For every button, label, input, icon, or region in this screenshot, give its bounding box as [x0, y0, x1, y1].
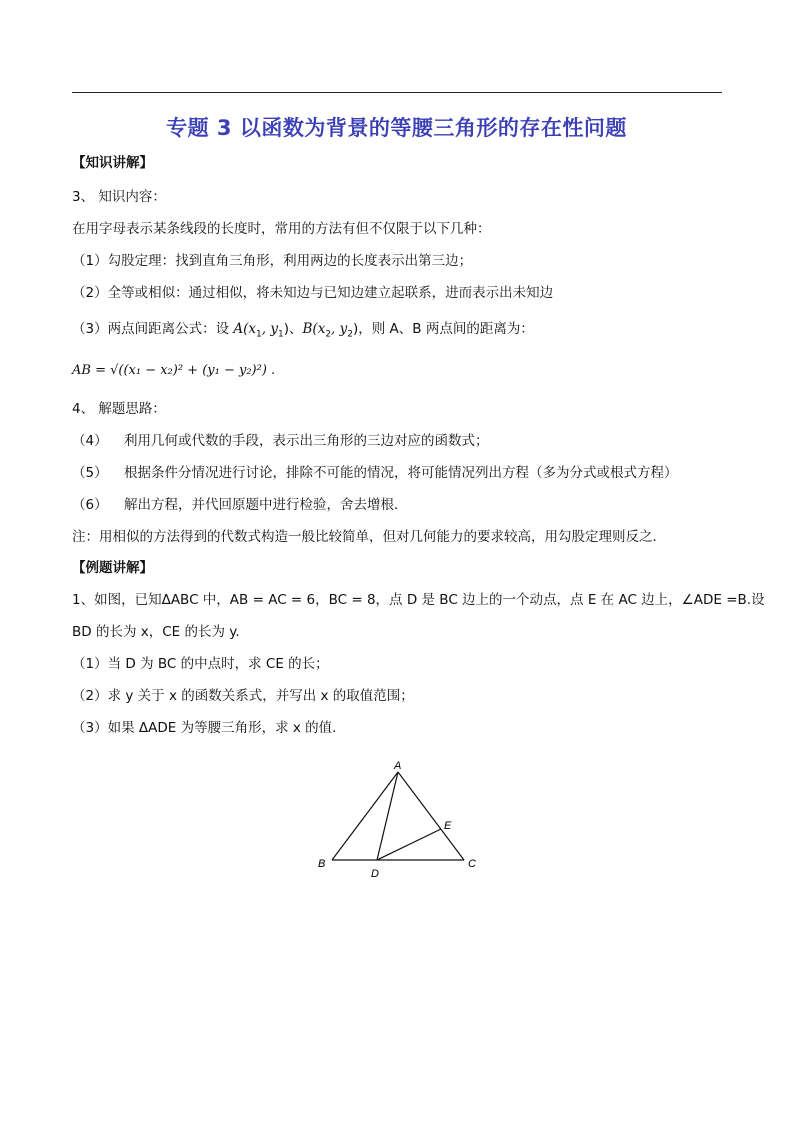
example-header: 【例题讲解】 [72, 560, 153, 576]
knowledge-item-3: 3、 知识内容： [72, 189, 166, 205]
label-A: A [394, 760, 402, 772]
page-title: 专题 3 以函数为背景的等腰三角形的存在性问题 [166, 116, 627, 140]
note: 注：用相似的方法得到的代数式构造一般比较简单，但对几何能力的要求较高，用勾股定理则反之． [72, 529, 666, 545]
method-3: （3）两点间距离公式：设 $A(x_1$, $y_1$)、$B(x_2$, $y_2$)，则 A、B 两点间的距离为： [72, 321, 534, 340]
question-2: （2）求 y 关于 x 的函数关系式，并写出 x 的取值范围； [72, 688, 414, 704]
edge-DE [377, 829, 441, 860]
example-text-1: 1、如图，已知ΔABC 中，AB = AC = 6，BC = 8，点 D 是 BC 边上的一个动点，点 E 在 AC 边上，∠ADE =B.设 [72, 592, 765, 608]
edge-AC [398, 772, 464, 860]
step-5: （5） 根据条件分情况进行讨论，排除不可能的情况，将可能情况列出方程（多为分式或根式方程） [72, 465, 678, 481]
distance-formula: AB = √((x₁ − x₂)² + (y₁ − y₂)²) . [72, 363, 276, 378]
question-3: （3）如果 ΔADE 为等腰三角形，求 x 的值. [72, 720, 337, 736]
triangle-figure [310, 755, 490, 885]
label-C: C [468, 858, 476, 870]
knowledge-intro: 在用字母表示某条线段的长度时，常用的方法有但不仅限于以下几种： [72, 221, 491, 237]
knowledge-header: 【知识讲解】 [72, 155, 153, 171]
step-4: （4） 利用几何或代数的手段，表示出三角形的三边对应的函数式； [72, 433, 489, 449]
label-B: B [318, 858, 326, 870]
knowledge-item-4: 4、 解题思路： [72, 401, 166, 417]
method-2: （2）全等或相似：通过相似，将未知边与已知边建立起联系，进而表示出未知边 [72, 285, 554, 301]
label-D: D [371, 868, 379, 880]
question-1: （1）当 D 为 BC 的中点时，求 CE 的长； [72, 656, 329, 672]
label-E: E [444, 820, 452, 832]
step-6: （6） 解出方程，并代回原题中进行检验，舍去增根． [72, 497, 408, 513]
header-rule [72, 92, 722, 93]
method-1: （1）勾股定理：找到直角三角形，利用两边的长度表示出第三边； [72, 253, 473, 269]
example-text-2: BD 的长为 x，CE 的长为 y. [72, 624, 240, 640]
